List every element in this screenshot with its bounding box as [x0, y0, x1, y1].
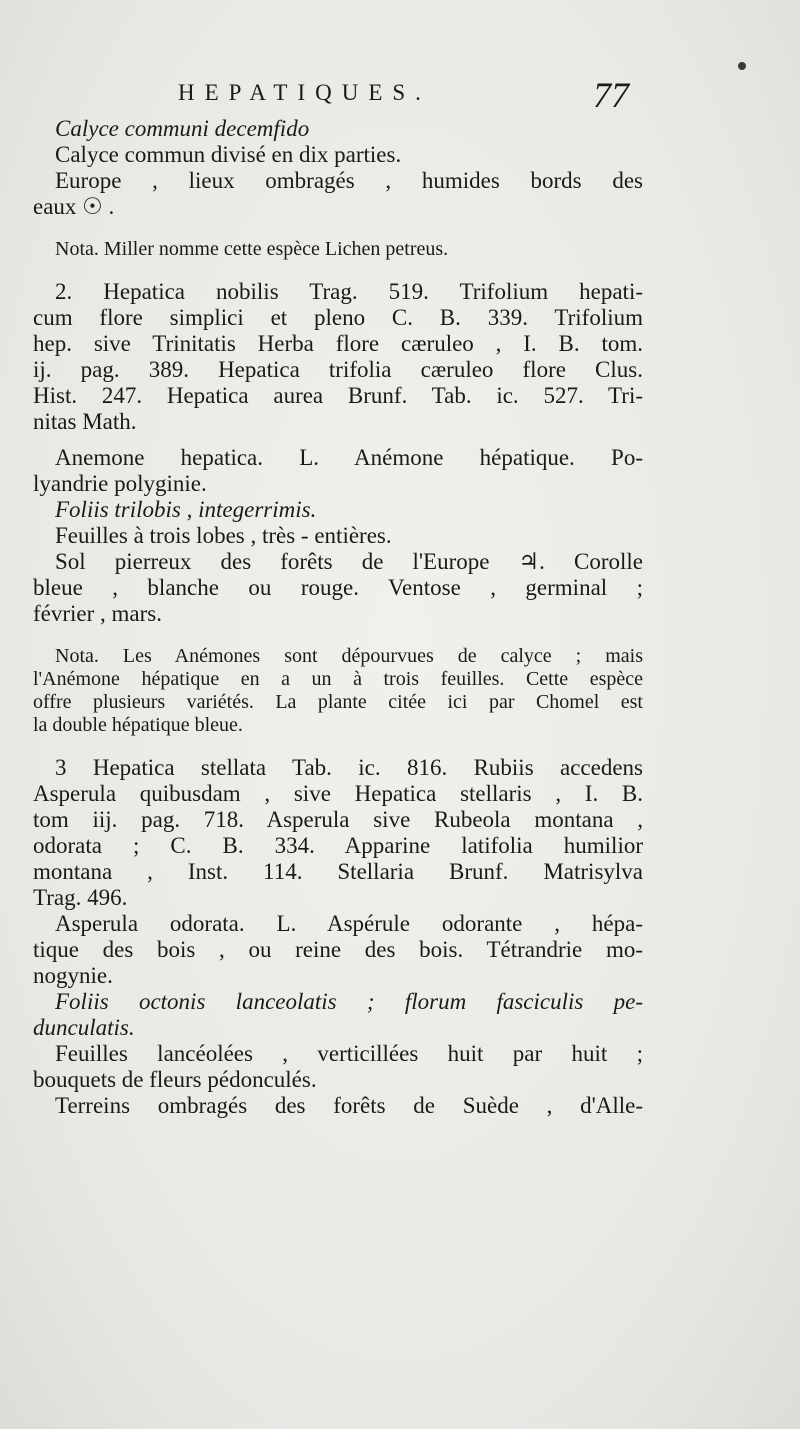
habitat-paragraph	[33, 168, 643, 220]
french-description	[33, 142, 643, 168]
text-line: Nota. Miller nomme cette espèce Lichen petreus.	[55, 238, 449, 260]
latin-diagnosis	[33, 497, 643, 523]
text-line: nogynie.	[33, 963, 113, 988]
text-line: février , mars.	[33, 601, 162, 626]
species-entry-3	[33, 755, 643, 911]
text-line: Feuilles lancéolées , verticillées huit par huit ;	[55, 1041, 643, 1066]
latin-diagnosis	[33, 116, 643, 142]
french-description	[33, 523, 643, 627]
text-line: 2. Hepatica nobilis Trag. 519. Trifolium hepati-	[55, 279, 643, 304]
text-line: hep. sive Trinitatis Herba flore cæruleo , I. B. tom.	[33, 331, 643, 356]
text-line: Nota. Les Anémones sont dépourvues de calyce ; mais	[55, 645, 643, 667]
text-line: Asperula quibusdam , sive Hepatica stellaris , I. B.	[33, 781, 643, 806]
ink-spot	[738, 62, 746, 70]
text-line: Feuilles à trois lobes , très - entières.	[55, 523, 392, 548]
text-line: Sol pierreux des forêts de l'Europe ♃. Corolle	[55, 549, 643, 574]
text-line: cum flore simplici et pleno C. B. 339. Trifolium	[33, 305, 643, 330]
species-entry-2	[33, 279, 643, 435]
nota-paragraph	[33, 645, 643, 737]
french-description	[33, 1041, 643, 1119]
text-line: la double hépatique bleue.	[33, 714, 243, 736]
running-head: HEPATIQUES.	[178, 80, 431, 105]
text-line: Anemone hepatica. L. Anémone hépatique. Po-	[55, 445, 643, 470]
text-line: offre plusieurs variétés. La plante citée ici par Chomel est	[33, 691, 643, 713]
text-line: 3 Hepatica stellata Tab. ic. 816. Rubiis accedens	[55, 755, 643, 780]
text-line: dunculatis.	[33, 1015, 135, 1040]
page-number: 77	[593, 75, 629, 115]
text-line: odorata ; C. B. 334. Apparine latifolia humilior	[33, 833, 643, 858]
text-line: nitas Math.	[33, 409, 137, 434]
text-line: Foliis trilobis , integerrimis.	[55, 497, 317, 522]
text-line: eaux ☉ .	[33, 194, 115, 219]
text-line: lyandrie polyginie.	[33, 471, 207, 496]
text-line: Calyce communi decemfido	[55, 116, 310, 141]
linnaean-name-paragraph	[33, 911, 643, 989]
nota-paragraph	[33, 238, 643, 261]
text-line: montana , Inst. 114. Stellaria Brunf. Matrisylva	[33, 859, 643, 884]
text-line: ij. pag. 389. Hepatica trifolia cæruleo flore Clus.	[33, 357, 643, 382]
text-line: Trag. 496.	[33, 885, 128, 910]
text-line: Asperula odorata. L. Aspérule odorante , hépa-	[55, 911, 643, 936]
page-header	[0, 75, 800, 118]
text-line: Terreins ombragés des forêts de Suède , d'Alle-	[55, 1093, 643, 1118]
page-body	[33, 116, 643, 1119]
text-line: Hist. 247. Hepatica aurea Brunf. Tab. ic. 527. Tri-	[33, 383, 643, 408]
linnaean-name-paragraph	[33, 445, 643, 497]
text-line: Foliis octonis lanceolatis ; florum fasciculis pe-	[55, 989, 643, 1014]
text-line: bouquets de fleurs pédonculés.	[33, 1067, 317, 1092]
text-line: Europe , lieux ombragés , humides bords des	[55, 168, 643, 193]
text-line: Calyce commun divisé en dix parties.	[55, 142, 402, 167]
text-line: l'Anémone hépatique en a un à trois feuilles. Cette espèce	[33, 668, 643, 690]
text-line: tom iij. pag. 718. Asperula sive Rubeola montana ,	[33, 807, 643, 832]
text-line: tique des bois , ou reine des bois. Tétrandrie mo-	[33, 937, 643, 962]
latin-diagnosis	[33, 989, 643, 1041]
text-line: bleue , blanche ou rouge. Ventose , germinal ;	[33, 575, 643, 600]
